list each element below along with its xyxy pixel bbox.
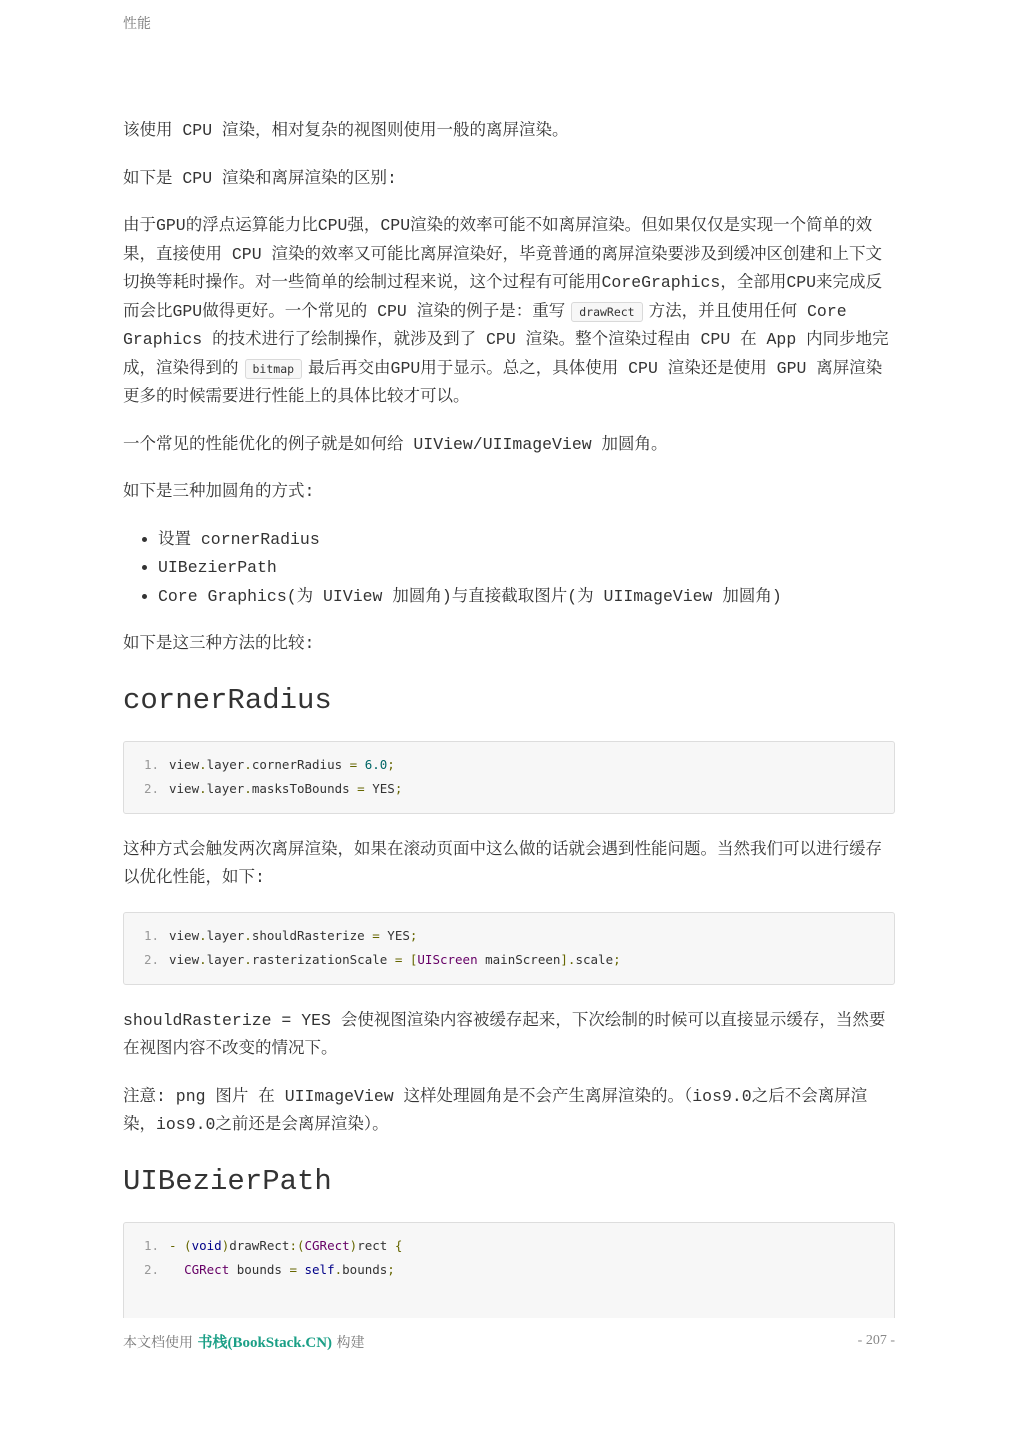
list-item: • 设置 cornerRadius: [158, 526, 895, 555]
line-number: 2.: [144, 1262, 160, 1277]
paragraph: 如下是这三种方法的比较:: [123, 634, 315, 653]
inline-code: drawRect: [571, 302, 642, 322]
paragraph-text: 方法，并且使用任何 Core Graphics 的技术进行了绘制操作，就涉及到了 CPU 渲染。整个渲染过程由 CPU 在 App 内同步地完成，渲染得到的: [123, 301, 889, 378]
inline-code: bitmap: [245, 359, 303, 379]
section-heading: cornerRadius: [123, 683, 332, 717]
line-number: 1.: [144, 756, 160, 772]
code-line: 2. view.layer.masksToBounds = YES;: [144, 777, 874, 802]
code-line: 1. view.layer.shouldRasterize = YES;: [144, 924, 874, 949]
paragraph: 这种方式会触发两次离屏渲染，如果在滚动页面中这么做的话就会遇到性能问题。当然我们可以进行缓存以优化性能，如下:: [123, 839, 882, 887]
section-heading: UIBezierPath: [123, 1164, 332, 1198]
bullet-list: [123, 526, 895, 612]
code-line: 1. - (void)drawRect:(CGRect)rect {: [144, 1234, 874, 1259]
list-item: • Core Graphics(为 UIView 加圆角)与直接截取图片(为 UIImageView 加圆角): [158, 583, 895, 612]
line-number: 1.: [144, 1237, 160, 1253]
code-line: 1. view.layer.cornerRadius = 6.0;: [144, 753, 874, 778]
page-number: - 207 -: [857, 1333, 895, 1348]
paragraph: 如下是 CPU 渲染和离屏渲染的区别:: [123, 168, 397, 188]
footer-credit: 本文档使用 书栈(BookStack.CN) 构建: [123, 1335, 365, 1351]
code-block: [123, 912, 895, 985]
paragraph: 该使用 CPU 渲染，相对复杂的视图则使用一般的离屏渲染。: [123, 121, 569, 140]
code-line: 2. CGRect bounds = self.bounds;: [144, 1258, 874, 1283]
paragraph: [123, 212, 895, 412]
list-item: • UIBezierPath: [158, 554, 895, 583]
running-header: 性能: [123, 16, 151, 32]
paragraph-text: 最后再交由GPU用于显示。总之，具体使用 CPU 渲染还是使用 GPU 离屏渲染更多的时候需要进行性能上的具体比较才可以。: [123, 358, 883, 406]
code-line: 2. view.layer.rasterizationScale = [UIScreen mainScreen].scale;: [144, 948, 874, 973]
line-number: 2.: [144, 952, 160, 967]
line-number: 2.: [144, 781, 160, 796]
paragraph: 一个常见的性能优化的例子就是如何给 UIView/UIImageView 加圆角。: [123, 434, 668, 454]
document-body: [123, 117, 895, 1388]
paragraph: 注意: png 图片 在 UIImageView 这样处理圆角是不会产生离屏渲染的。（ios9.0之后不会离屏渲染，ios9.0之前还是会离屏渲染）。: [123, 1086, 868, 1134]
code-block: [123, 741, 895, 814]
paragraph: 如下是三种加圆角的方式:: [123, 482, 315, 501]
bookstack-link[interactable]: 书栈(BookStack.CN): [197, 1335, 333, 1351]
paragraph: shouldRasterize = YES 会使视图渲染内容被缓存起来，下次绘制的时候可以直接显示缓存，当然要在视图内容不改变的情况下。: [123, 1010, 886, 1058]
line-number: 1.: [144, 927, 160, 943]
paragraph-text: 由于GPU的浮点运算能力比CPU强，CPU渲染的效率可能不如离屏渲染。但如果仅仅是实现一个简单的效果，直接使用 CPU 渲染的效率又可能比离屏渲染好，毕竟普通的离屏渲染要涉及到缓冲区创建和上下文切换等耗时操作。对一些简单的绘制过程来说，这个过程有可能用CoreGraphics，全部用CPU来完成反而会比GPU做得更好。一个常见的 CPU 渲染的例子是：重写: [123, 216, 883, 321]
